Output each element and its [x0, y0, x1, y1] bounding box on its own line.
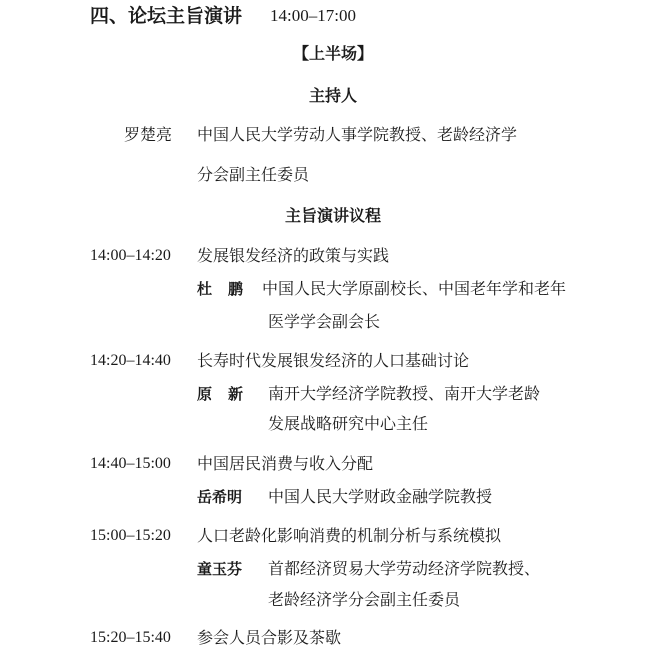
agenda-time: 15:00–15:20: [90, 527, 171, 544]
host-title-line1: 中国人民大学劳动人事学院教授、老龄经济学: [197, 125, 518, 144]
agenda-speaker: 岳希明: [197, 488, 243, 506]
agenda-topic: 人口老龄化影响消费的机制分析与系统模拟: [197, 526, 502, 545]
agenda-time: 14:40–15:00: [90, 455, 171, 472]
agenda-topic: 参会人员合影及茶歇: [197, 628, 342, 647]
agenda-affiliation-line2: 发展战略研究中心主任: [268, 414, 429, 433]
section-time: 14:00–17:00: [270, 6, 356, 25]
agenda-time: 14:20–14:40: [90, 352, 171, 369]
agenda-topic: 中国居民消费与收入分配: [197, 454, 374, 473]
agenda-affiliation-line2: 老龄经济学分会副主任委员: [268, 590, 461, 609]
section-title: 四、论坛主旨演讲: [90, 5, 243, 27]
agenda-affiliation-line2: 医学学会副会长: [268, 312, 381, 331]
host-heading: 主持人: [308, 86, 357, 105]
host-name: 罗楚亮: [124, 125, 173, 144]
agenda-affiliation-line1: 中国人民大学财政金融学院教授: [268, 487, 493, 506]
agenda-affiliation-line1: 中国人民大学原副校长、中国老年学和老年: [262, 279, 567, 298]
agenda-topic: 长寿时代发展银发经济的人口基础讨论: [197, 351, 470, 370]
agenda-speaker: 童玉芬: [197, 560, 243, 578]
agenda-speaker: 杜鹏: [197, 280, 260, 298]
agenda-time: 14:00–14:20: [90, 247, 171, 264]
host-title-line2: 分会副主任委员: [197, 165, 310, 184]
agenda-heading: 主旨演讲议程: [284, 206, 381, 225]
agenda-time: 15:20–15:40: [90, 629, 171, 646]
half-label: 【上半场】: [292, 44, 373, 63]
agenda-speaker: 原新: [197, 385, 260, 403]
agenda-topic: 发展银发经济的政策与实践: [197, 246, 390, 265]
agenda-affiliation-line1: 南开大学经济学院教授、南开大学老龄: [268, 384, 541, 403]
agenda-affiliation-line1: 首都经济贸易大学劳动经济学院教授、: [268, 559, 541, 578]
